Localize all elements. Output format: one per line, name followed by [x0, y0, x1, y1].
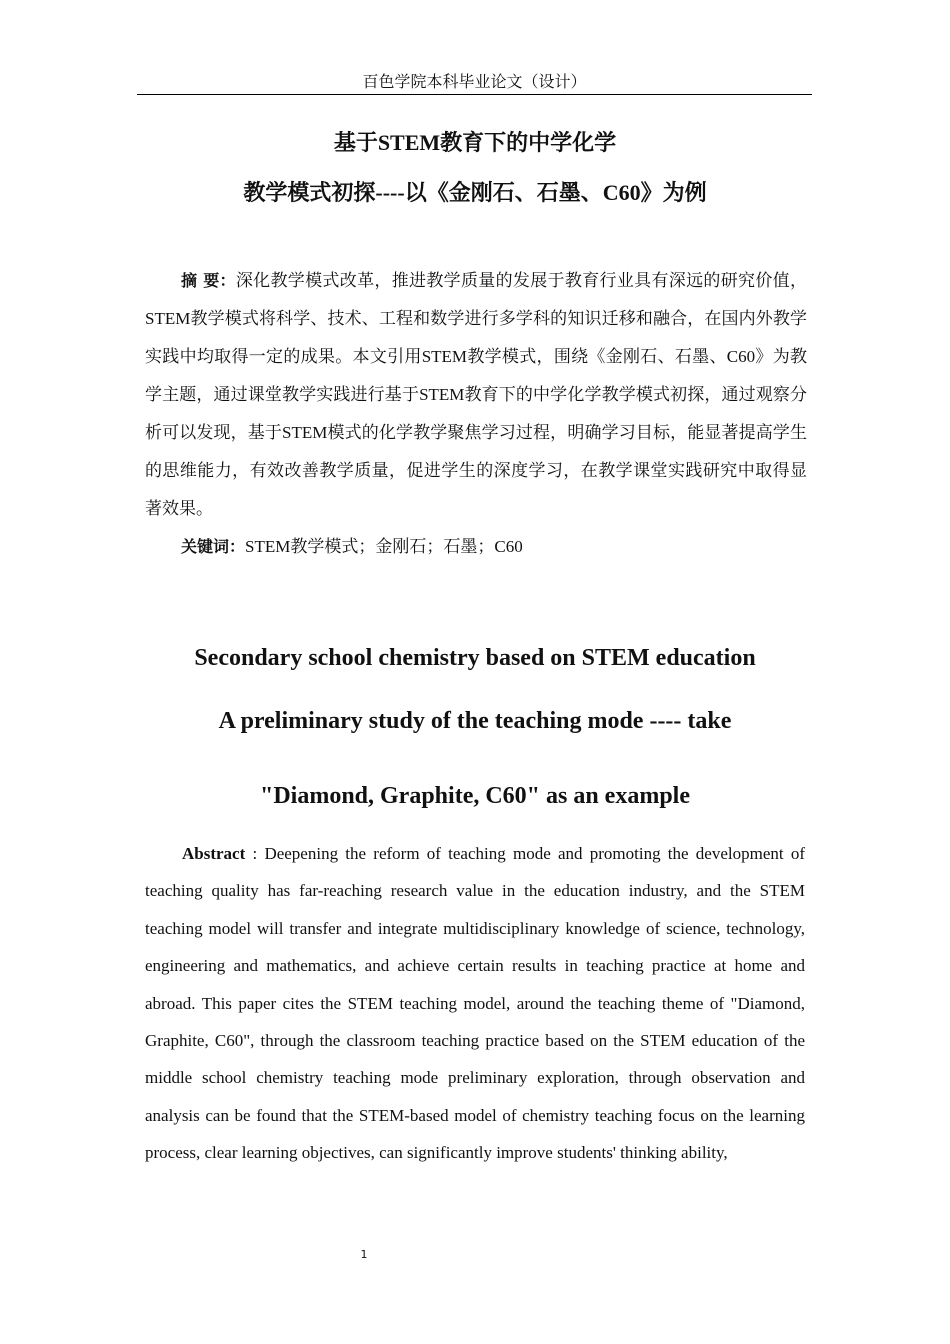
- english-title-line-1: Secondary school chemistry based on STEM education: [194, 645, 756, 671]
- chinese-keywords: [145, 528, 807, 566]
- chinese-keywords-text: STEM教学模式；金刚石；石墨；C60: [245, 537, 523, 556]
- chinese-keywords-label: 关键词：: [181, 537, 246, 556]
- chinese-abstract-label: 摘 要：: [181, 271, 236, 290]
- english-abstract-label: Abstract: [182, 844, 246, 863]
- english-abstract: [145, 835, 805, 1172]
- page-number: 1: [360, 1248, 368, 1261]
- chinese-abstract-text: 深化教学模式改革，推进教学质量的发展于教育行业具有深远的研究价值，STEM教学模式将科学、技术、工程和数学进行多学科的知识迁移和融合，在国内外教学实践中均取得一定的成果。本文引用STEM教学模式，围绕《金刚石、石墨、C60》为教学主题，通过课堂教学实践进行基于STEM教育下的中学化学教学模式初探，通过观察分析可以发现，基于STEM模式的化学教学聚焦学习过程，明确学习目标，能显著提高学生的思维能力，有效改善教学质量，促进学生的深度学习，在教学课堂实践研究中取得显著效果。: [145, 271, 807, 518]
- english-abstract-section: [145, 835, 805, 1172]
- english-abstract-text: : Deepening the reform of teaching mode and promoting the development of teaching quality has far-reaching research value in the education industry, and the STEM teaching model will transfer and integrate multidisciplinary knowledge of science, technology, engineering and mathematics, and achieve certain results in teaching practice at home and abroad. This paper cites the STEM teaching model, around the teaching theme of "Diamond, Graphite, C60", through the classroom teaching practice based on the STEM education of the middle school chemistry teaching mode preliminary exploration, through observation and analysis can be found that the STEM-based model of chemistry teaching focus on the learning process, clear learning objectives, can significantly improve students' thinking ability,: [145, 844, 805, 1163]
- chinese-title-line-2: 教学模式初探----以《金刚石、石墨、C60》为例: [243, 180, 707, 205]
- chinese-title-line-1: 基于STEM教育下的中学化学: [333, 130, 617, 155]
- chinese-abstract: [145, 262, 807, 528]
- english-title-line-3: "Diamond, Graphite, C60" as an example: [260, 783, 690, 809]
- chinese-abstract-section: [145, 262, 807, 566]
- running-header: 百色学院本科毕业论文（设计）: [137, 72, 812, 95]
- english-title-line-2: A preliminary study of the teaching mode ---- take: [218, 708, 732, 734]
